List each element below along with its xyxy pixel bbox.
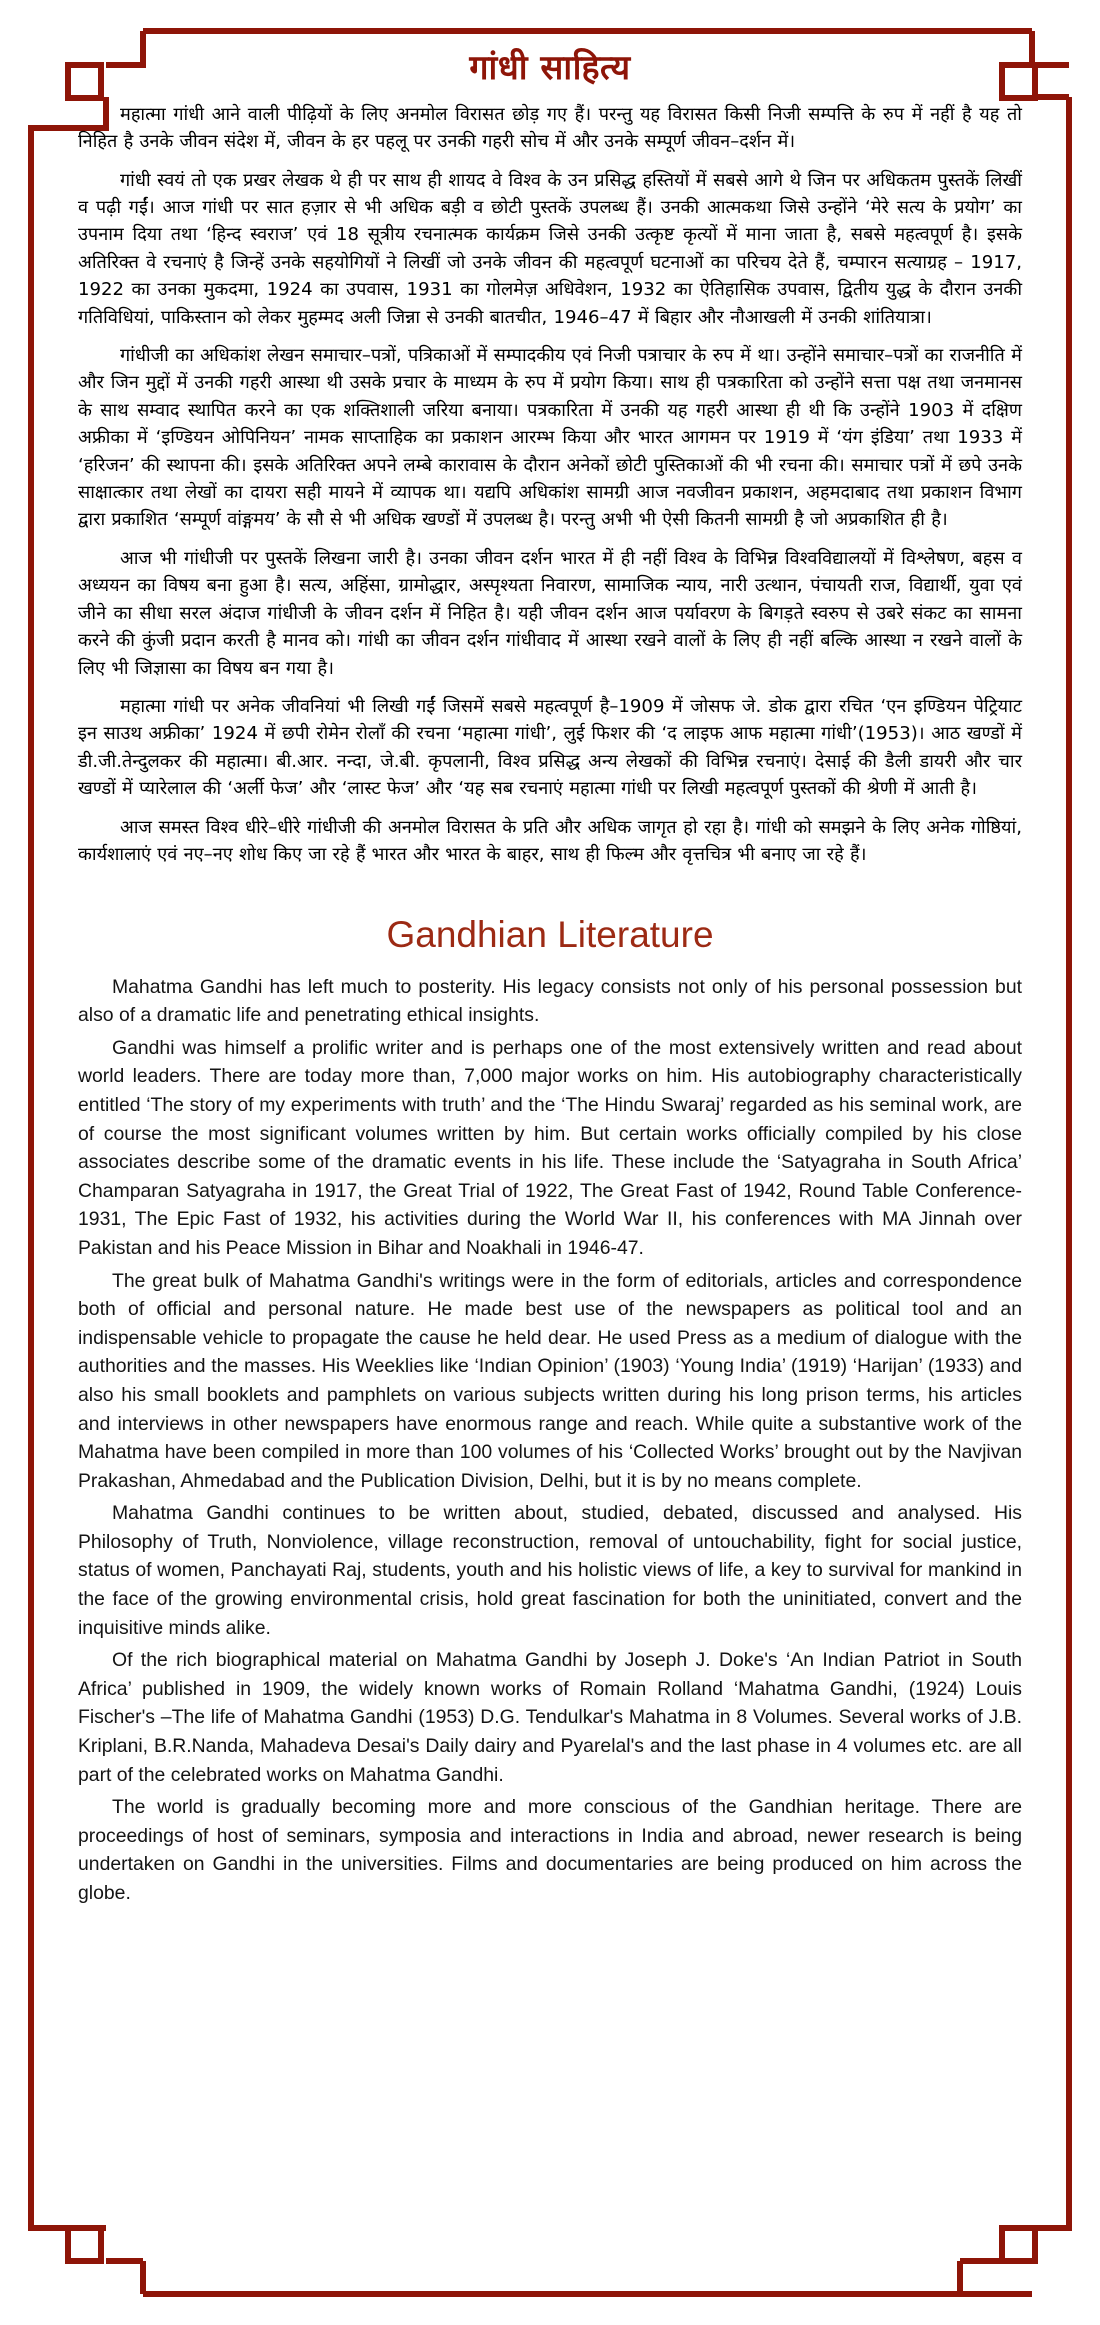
hindi-paragraph: गांधीजी का अधिकांश लेखन समाचार–पत्रों, पत्रिकाओं में सम्पादकीय एवं निजी पत्राचार के रुप में था। उन्होंने समाचार–पत्रों का राजनीति में और जिन मुद्दों में उनकी गहरी आस्था थी उसके प्रचार के माध्यम के रुप में प्रयोग किया। साथ ही पत्रकारिता को उन्होंने सत्ता पक्ष तथा जनमानस के साथ सम्वाद स्थापित करने का एक शक्तिशाली जरिया बनाया। पत्रकारिता में उनकी यह गहरी आस्था ही थी कि उन्होंने 1903 में दक्षिण अफ्रीका में ‘इण्डियन ओपिनियन’ नामक साप्ताहिक का प्रकाशन आरम्भ किया और भारत आगमन पर 1919 में ‘यंग इंडिया’ तथा 1933 में ‘हरिजन’ की स्थापना की। इसके अतिरिक्त अपने लम्बे कारावास के दौरान अनेकों छोटी पुस्तिकाओं की भी रचना की। समाचार पत्रों में छपे उनके साक्षात्कार तथा लेखों का दायरा सही मायने में व्यापक था। यद्यपि अधिकांश सामग्री आज नवजीवन प्रकाशन, अहमदाबाद तथा प्रकाशन विभाग द्वारा प्रकाशित ‘सम्पूर्ण वांङ्गमय’ के सौ से भी अधिक खण्डों में उपलब्ध है। परन्तु अभी भी ऐसी कितनी सामग्री है जो अप्रकाशित ही है। (78, 345, 1022, 531)
hindi-paragraph: गांधी स्वयं तो एक प्रखर लेखक थे ही पर साथ ही शायद वे विश्व के उन प्रसिद्ध हस्तियों में सबसे आगे थे जिन पर अधिकतम पुस्तकें लिखीं व पढ़ी गईं। आज गांधी पर सात हज़ार से भी अधिक बड़ी व छोटी पुस्तकें उपलब्ध हैं। उनकी आत्मकथा जिसे उन्होंने ‘मेरे सत्य के प्रयोग’ का उपनाम दिया तथा ‘हिन्द स्वराज’ एवं 18 सूत्रीय रचनात्मक कार्यक्रम जिसे उनकी उत्कृष्ट कृत्यों में माना जाता है, सबसे महत्वपूर्ण है। इसके अतिरिक्त वे रचनाएं है जिन्हें उनके सहयोगियों ने लिखीं जो उनके जीवन की महत्वपूर्ण घटनाओं का परिचय देते हैं, चम्पारन सत्याग्रह – 1917, 1922 का उनका मुकदमा, 1924 का उपवास, 1931 का गोलमेज़ अधिवेशन, 1932 का ऐतिहासिक उपवास, द्वितीय युद्ध के दौरान उनकी गतिविधियां, पाकिस्तान को लेकर मुहम्मद अली जिन्ना से उनकी बातचीत, 1946–47 में बिहार और नौआखली में उनकी शांतियात्रा। (78, 169, 1022, 328)
corner-bottom-right-step-a (1035, 2185, 1069, 2228)
hindi-paragraph: आज भी गांधीजी पर पुस्तकें लिखना जारी है। उनका जीवन दर्शन भारत में ही नहीं विश्व के विभिन्न विश्वविद्यालयों में विश्लेषण, बहस व अध्ययन का विषय बना हुआ है। सत्य, अहिंसा, ग्रामोद्धार, अस्पृश्यता निवारण, सामाजिक न्याय, नारी उत्थान, पंचायती राज, विद्यार्थी, युवा एवं जीने का सीधा सरल अंदाज गांधीजी के जीवन दर्शन में निहित है। यही जीवन दर्शन आज पर्यावरण के बिगड़ते स्वरुप से उबरे संकट का सामना करने की कुंजी प्रदान करती है मानव को। गांधी का जीवन दर्शन गांधीवाद में आस्था रखने वालों के लिए ही नहीं बल्कि आस्था न रखने वालों के लिए भी जिज्ञासा का विषय बन गया है। (78, 547, 1022, 679)
corner-bottom-left-square (68, 2228, 101, 2261)
english-section (78, 912, 1022, 1907)
hindi-paragraph: आज समस्त विश्व धीरे–धीरे गांधीजी की अनमोल विरासत के प्रति और अधिक जागृत हो रहा है। गांधी को समझने के लिए अनेक गोष्ठियां, कार्यशालाएं एवं नए–नए शोध किए जा रहे हैं भारत और भारत के बाहर, साथ ही फिल्म और वृत्तचित्र भी बनाए जा रहे हैं। (78, 816, 1022, 865)
english-paragraph: The great bulk of Mahatma Gandhi's writings were in the form of editorials, articles and correspondence both of official and personal nature. He made best use of the newspapers as political tool and an indispensable vehicle to propagate the cause he held dear. He used Press as a medium of dialogue with the authorities and the masses. His Weeklies like ‘Indian Opinion’ (1903) ‘Young India’ (1919) ‘Harijan’ (1933) and also his small booklets and pamphlets on various subjects written during his long prison terms, his articles and interviews in other newspapers have enormous range and reach. While quite a substantive work of the Mahatma have been compiled in more than 100 volumes of his ‘Collected Works’ brought out by the Navjivan Prakashan, Ahmedabad and the Publication Division, Delhi, but it is by no means complete. (78, 1269, 1022, 1492)
hindi-page-title: गांधी साहित्य (469, 48, 631, 88)
english-paragraph: Of the rich biographical material on Mahatma Gandhi by Joseph J. Doke's ‘An Indian Patriot in South Africa’ published in 1909, the widely known works of Romain Rolland ‘Mahatma Gandhi, (1924) Louis Fischer's –The life of Mahatma Gandhi (1953) D.G. Tendulkar's Mahatma in 8 Volumes. Several works of J.B. Kriplani, B.R.Nanda, Mahadeva Desai's Daily dairy and Pyarelal's and the last phase in 4 volumes etc. are all part of the celebrated works on Mahatma Gandhi. (78, 1649, 1022, 1786)
english-paragraph: Mahatma Gandhi continues to be written about, studied, debated, discussed and analysed. His Philosophy of Truth, Nonviolence, village reconstruction, removal of untouchability, fight for social justice, status of women, Panchayati Raj, students, youth and his holistic views of life, a key to survival for mankind in the face of the growing environmental crisis, hold great fascination for both the uninitiated, convert and the inquisitive minds alike. (78, 1502, 1022, 1639)
hindi-paragraph: महात्मा गांधी आने वाली पीढ़ियों के लिए अनमोल विरासत छोड़ गए हैं। परन्तु यह विरासत किसी निजी सम्पत्ति के रुप में नहीं है यह तो निहित है उनके जीवन संदेश में, जीवन के हर पहलू पर उनकी गहरी सोच में और उनके सम्पूर्ण जीवन–दर्शन में। (78, 103, 1022, 153)
english-page-title: Gandhian Literature (386, 914, 714, 956)
hindi-paragraph: महात्मा गांधी पर अनेक जीवनियां भी लिखी गईं जिसमें सबसे महत्वपूर्ण है–1909 में जोसफ जे. डोक द्वारा रचित ‘एन इण्डियन पेट्रियाट इन साउथ अफ्रीका’ 1924 में छपी रोमेन रोलाँ की रचना ‘महात्मा गांधी’, लुई फिशर की ‘द लाइफ आफ महात्मा गांधी’(1953)। आठ खण्डों में डी.जी.तेन्दुलकर की महात्मा। बी.आर. नन्दा, जे.बी. कृपलानी, विश्व प्रसिद्ध अन्य लेखकों की विभिन्न रचनाएं। देसाई की डैली डायरी और चार खण्डों में प्यारेलाल की ‘अर्ली फेज’ और ‘लास्ट फेज’ और ‘यह सब रचनाएं महात्मा गांधी पर लिखी महत्वपूर्ण पुस्तकों की श्रेणी में आती है। (78, 695, 1022, 800)
document-body (78, 48, 1022, 1908)
english-paragraph: The world is gradually becoming more and more conscious of the Gandhian heritage. There are proceedings of host of seminars, symposia and interactions in India and abroad, newer research is being undertaken on Gandhi in the universities. Films and documentaries are being produced on him across the globe. (78, 1796, 1022, 1905)
corner-bottom-left-step-a (31, 2185, 106, 2228)
hindi-section (78, 48, 1022, 868)
corner-top-right-step-a (1032, 31, 1069, 65)
english-paragraph: Gandhi was himself a prolific writer and is perhaps one of the most extensively written and read about world leaders. There are today more than, 7,000 major works on him. His autobiography characteristically entitled ‘The story of my experiments with truth’ and the ‘The Hindu Swaraj’ regarded as his seminal work, are of course the most significant volumes written by him. But certain works officially compiled by his close associates describe some of the dramatic events in his life. These include the ‘Satyagraha in South Africa’ Champaran Satyagraha in 1917, the Great Trial of 1922, The Great Fast of 1942, Round Table Conference-1931, The Epic Fast of 1932, his activities during the World War II, his conferences with MA Jinnah over Pakistan and his Peace Mission in Bihar and Noakhali in 1946-47. (78, 1036, 1022, 1259)
corner-bottom-right-square (1002, 2228, 1035, 2261)
english-paragraph: Mahatma Gandhi has left much to posterity. His legacy consists not only of his personal possession but also of a dramatic life and penetrating ethical insights. (78, 975, 1022, 1027)
